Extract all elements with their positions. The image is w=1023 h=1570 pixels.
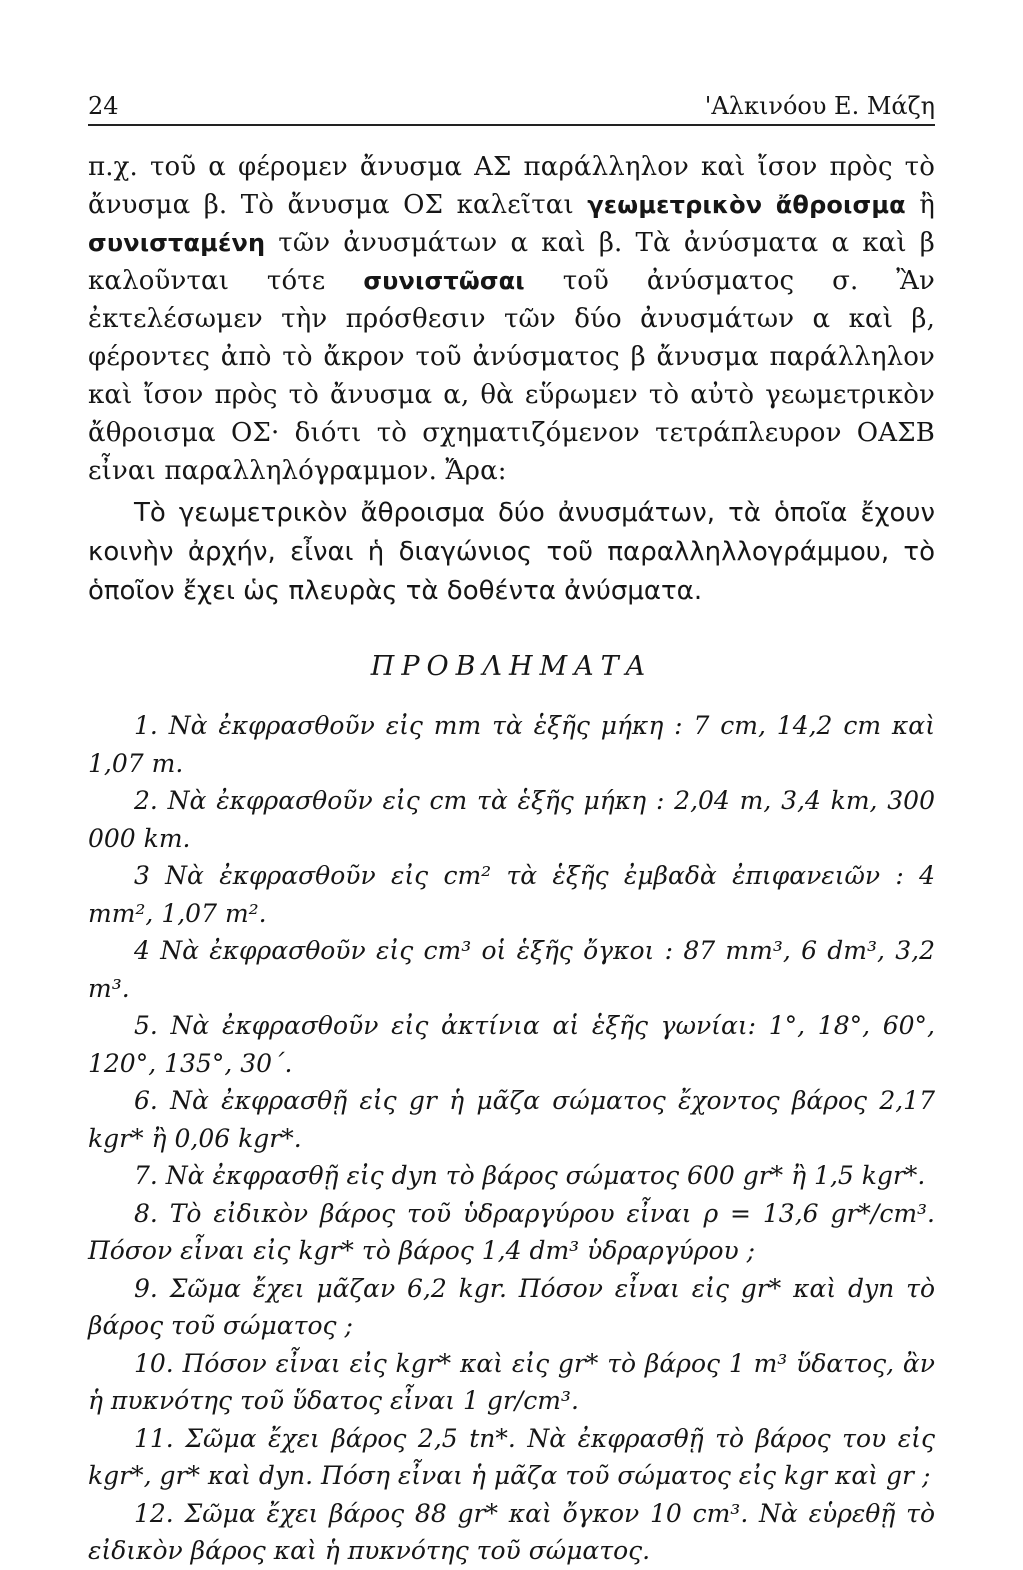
page-number: 24 <box>88 92 119 120</box>
header-rule <box>88 124 935 126</box>
problems-list <box>88 707 935 1570</box>
problems-heading: ΠΡΟΒΛΗΜΑΤΑ <box>370 651 653 682</box>
problem-item: 2. Νὰ ἐκφρασθοῦν εἰς cm τὰ ἑξῆς μήκη : 2,04 m, 3,4 km, 300 000 km. <box>88 786 935 853</box>
problem-item: 4 Νὰ ἐκφρασθοῦν εἰς cm³ οἱ ἑξῆς ὄγκοι : 87 mm³, 6 dm³, 3,2 m³. <box>88 936 935 1003</box>
problem-item: 11. Σῶμα ἔχει βάρος 2,5 tn*. Νὰ ἐκφρασθῇ τὸ βάρος του εἰς kgr*, gr* καὶ dyn. Πόση εἶναι ἡ μᾶζα τοῦ σώματος εἰς kgr καὶ gr ; <box>88 1423 935 1490</box>
paragraph-text: π.χ. τοῦ α φέρομεν ἄνυσμα ΑΣ παράλληλον καὶ ἴσον πρὸς τὸ ἄνυσμα β. Τὸ ἄνυσμα ΟΣ καλεῖται <box>88 152 935 220</box>
running-head: 'Αλκινόου Ε. Μάζη <box>704 92 935 120</box>
problem-item: 9. Σῶμα ἔχει μᾶζαν 6,2 kgr. Πόσον εἶναι εἰς gr* καὶ dyn τὸ βάρος τοῦ σώματος ; <box>88 1273 935 1340</box>
problem-item: 7. Νὰ ἐκφρασθῇ εἰς dyn τὸ βάρος σώματος 600 gr* ἢ 1,5 kgr*. <box>134 1161 926 1190</box>
bold-term: συνιστῶσαι <box>363 267 525 295</box>
problem-item: 3 Νὰ ἐκφρασθοῦν εἰς cm² τὰ ἑξῆς ἐμβαδὰ ἐπιφανειῶν : 4 mm², 1,07 m². <box>88 861 935 928</box>
bold-term: γεωμετρικὸν ἄθροισμα <box>587 191 906 219</box>
problem-item: 8. Τὸ εἰδικὸν βάρος τοῦ ὑδραργύρου εἶναι ρ = 13,6 gr*/cm³. Πόσον εἶναι εἰς kgr* τὸ βάρος 1,4 dm³ ὑδραργύρου ; <box>88 1198 935 1265</box>
body-text <box>88 148 935 1570</box>
bold-term: συνισταμένη <box>88 229 266 257</box>
page-header <box>88 84 935 124</box>
problem-item: 6. Νὰ ἐκφρασθῇ εἰς gr ἡ μᾶζα σώματος ἔχοντος βάρος 2,17 kgr* ἢ 0,06 kgr*. <box>88 1086 935 1153</box>
paragraph-vector-sum <box>88 148 935 490</box>
problem-item: 12. Σῶμα ἔχει βάρος 88 gr* καὶ ὄγκον 10 cm³. Νὰ εὑρεθῇ τὸ εἰδικὸν βάρος καὶ ἡ πυκνότης τοῦ σώματος. <box>88 1498 935 1565</box>
paragraph-text: τοῦ ἀνύσματος σ. Ἂν ἐκτελέσωμεν τὴν πρόσθεσιν τῶν δύο ἀνυσμάτων α καὶ β, φέροντες ἀπὸ τὸ ἄκρον τοῦ ἀνύσματος β ἄνυσμα παράλληλον καὶ ἴσον πρὸς τὸ ἄνυσμα α, θὰ εὕρωμεν τὸ αὐτὸ γεωμετρικὸν ἄθροισμα ΟΣ· διότι τὸ σχηματιζόμενον τετράπλευρον ΟΑΣΒ εἶναι παραλληλόγραμμον. Ἄρα: <box>88 266 935 486</box>
rule-statement: Τὸ γεωμετρικὸν ἄθροισμα δύο ἀνυσμάτων, τὰ ὁποῖα ἔχουν κοινὴν ἀρχήν, εἶναι ἡ διαγώνιος τοῦ παραλληλλογράμμου, τὸ ὁποῖον ἔχει ὡς πλευρὰς τὰ δοθέντα ἀνύσματα. <box>88 498 935 606</box>
paragraph-text: τῶν ἀνυσμάτων α καὶ β. Τὰ ἀνύσματα α καὶ β καλοῦνται τότε <box>88 228 935 296</box>
problem-item: 10. Πόσον εἶναι εἰς kgr* καὶ εἰς gr* τὸ βάρος 1 m³ ὕδατος, ἂν ἡ πυκνότης τοῦ ὕδατος εἶναι 1 gr/cm³. <box>88 1348 935 1415</box>
problem-item: 5. Νὰ ἐκφρασθοῦν εἰς ἀκτίνια αἱ ἑξῆς γωνίαι: 1°, 18°, 60°, 120°, 135°, 30΄. <box>88 1011 935 1078</box>
paragraph-text: ἢ <box>905 190 935 220</box>
problem-item: 1. Νὰ ἐκφρασθοῦν εἰς mm τὰ ἑξῆς μήκη : 7 cm, 14,2 cm καὶ 1,07 m. <box>88 711 935 778</box>
